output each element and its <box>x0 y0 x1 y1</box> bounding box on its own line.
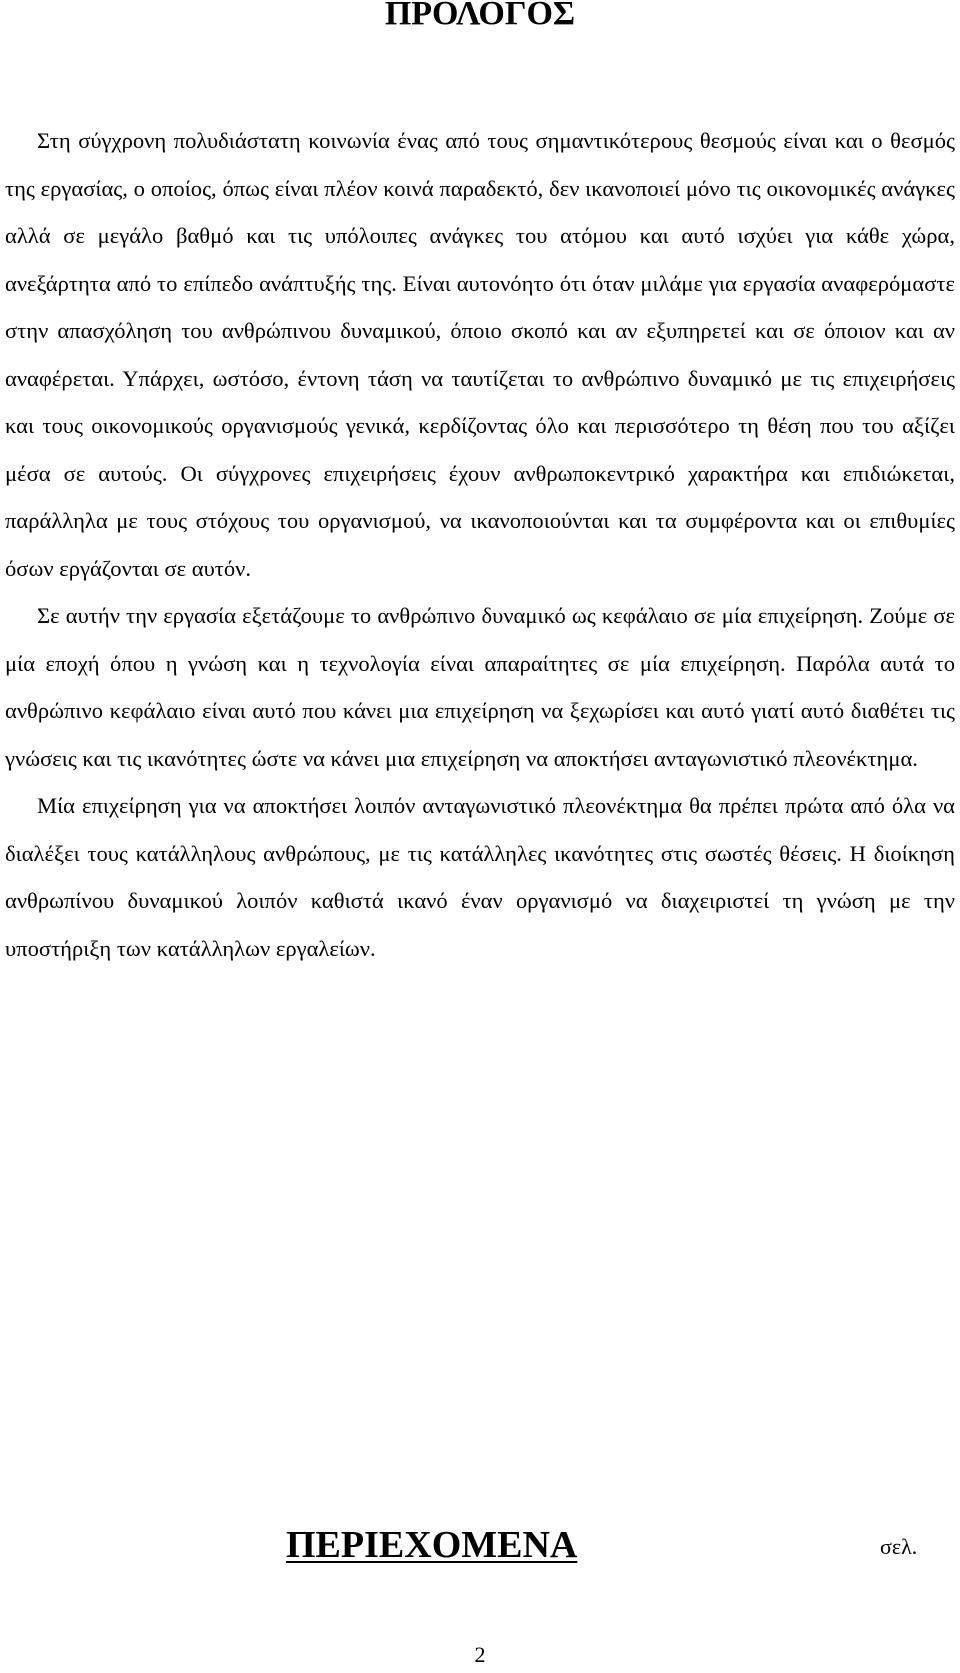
paragraph-3: Μία επιχείρηση για να αποκτήσει λοιπόν ανταγωνιστικό πλεονέκτημα θα πρέπει πρώτα από όλα να διαλέξει τους κατάλληλους ανθρώπους, με τις κατάλληλες ικανότητες στις σωστές θέσεις. Η διοίκηση ανθρωπίνου δυναμικού λοιπόν καθιστά ικανό έναν οργανισμό να διαχειριστεί τη γνώση με την υποστήριξη των κατάλληλων εργαλείων. <box>5 793 955 961</box>
paragraph-2: Σε αυτήν την εργασία εξετάζουμε το ανθρώπινο δυναμικό ως κεφάλαιο σε μία επιχείρηση. Ζούμε σε μία εποχή όπου η γνώση και η τεχνολογία είναι απαραίτητες σε μία επιχείρηση. Παρόλα αυτά το ανθρώπινο κεφάλαιο είναι αυτό που κάνει μια επιχείρηση να ξεχωρίσει και αυτό γιατί αυτό διαθέτει τις γνώσεις και τις ικανότητες ώστε να κάνει μια επιχείρηση να αποκτήσει ανταγωνιστικό πλεονέκτημα. <box>5 603 955 771</box>
paragraph-1: Στη σύγχρονη πολυδιάστατη κοινωνία ένας από τους σημαντικότερους θεσμούς είναι και ο θεσμός της εργασίας, ο οποίος, όπως είναι πλέον κοινά παραδεκτό, δεν ικανοποιεί μόνο τις οικονομικές ανάγκες αλλά σε μεγάλο βαθμό και τις υπόλοιπες ανάγκες του ατόμου και αυτό ισχύει για κάθε χώρα, ανεξάρτητα από το επίπεδο ανάπτυξής της. Είναι αυτονόητο ότι όταν μιλάμε για εργασία αναφερόμαστε στην απασχόληση του ανθρώπινου δυναμικού, όποιο σκοπό και αν εξυπηρετεί και σε όποιον και αν αναφέρεται. Υπάρχει, ωστόσο, έντονη τάση να ταυτίζεται το ανθρώπινο δυναμικό με τις επιχειρήσεις και τους οικονομικούς οργανισμούς γενικά, κερδίζοντας όλο και περισσότερο τη θέση που του αξίζει μέσα σε αυτούς. Οι σύγχρονες επιχειρήσεις έχουν ανθρωποκεντρικό χαρακτήρα και επιδιώκεται, παράλληλα με τους στόχους του οργανισμού, να ικανοποιούνται και τα συμφέροντα και οι επιθυμίες όσων εργάζονται σε αυτόν. <box>5 128 955 581</box>
contents-heading: ΠΕΡΙΕΧΟΜΕΝΑ <box>286 1524 578 1566</box>
prologue-body <box>5 117 955 972</box>
page-title: ΠΡΟΛΟΓΟΣ <box>384 0 576 32</box>
page-number: 2 <box>474 1642 486 1667</box>
page-column-label: σελ. <box>880 1534 918 1559</box>
